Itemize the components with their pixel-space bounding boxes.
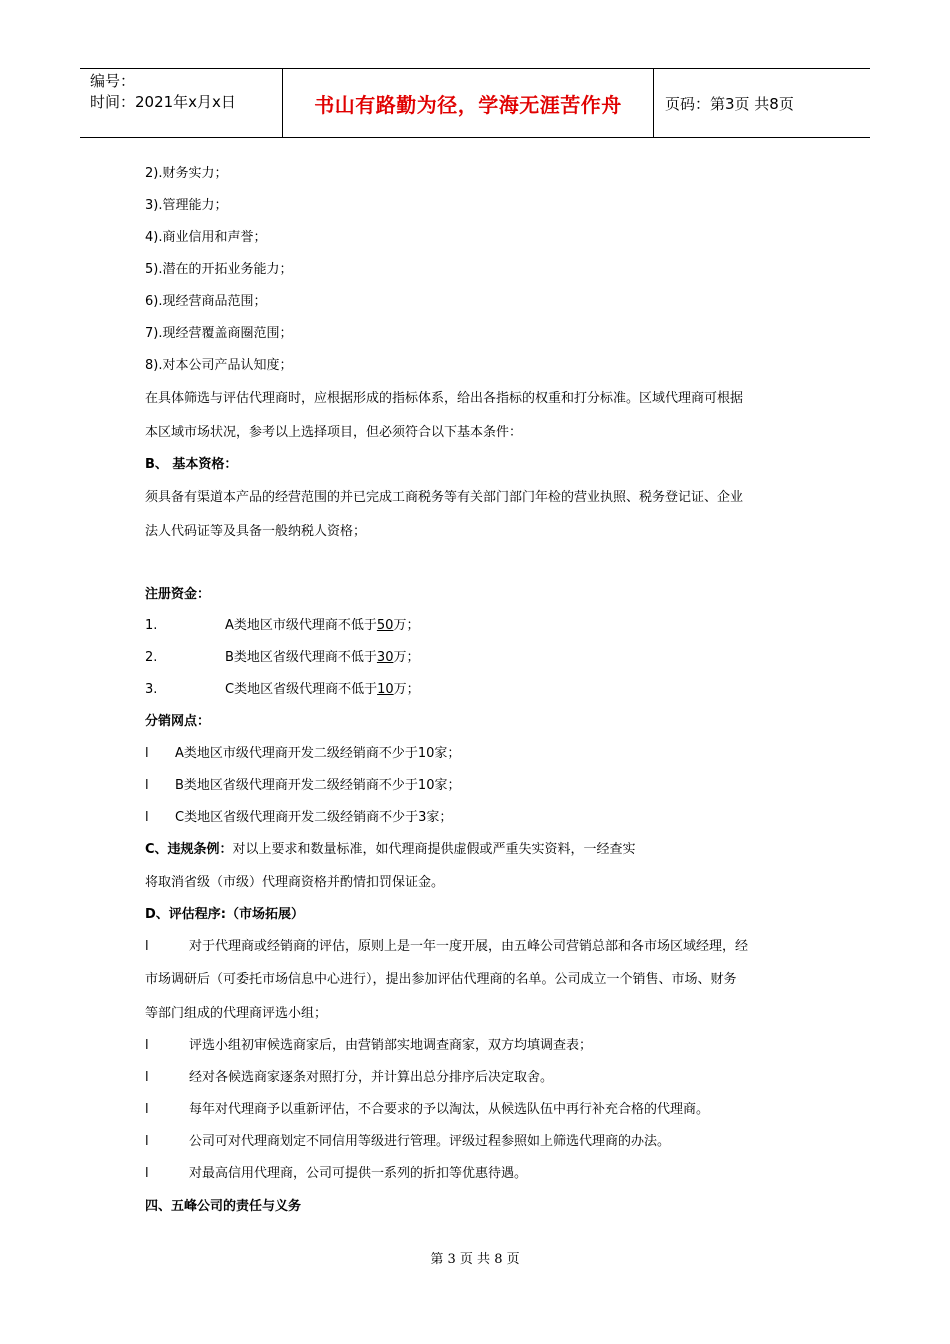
item-number: 1. <box>145 618 158 633</box>
criteria-item: 2).财务实力； <box>145 166 228 181</box>
paragraph-line: 须具备有渠道本产品的经营范围的并已完成工商税务等有关部门部门年检的营业执照、税务登记证、企业 <box>145 490 744 505</box>
section-heading: D、评估程序:（市场拓展） <box>145 907 304 922</box>
item-text: B类地区省级代理商不低于 <box>225 650 377 665</box>
item-text: 每年对代理商予以重新评估，不合要求的予以淘汰，从候选队伍中再行补充合格的代理商。 <box>189 1102 710 1117</box>
procedure-item <box>145 1162 527 1181</box>
bullet-icon: l <box>145 810 149 825</box>
paragraph-line: 市场调研后（可委托市场信息中心进行），提出参加评估代理商的名单。公司成立一个销售、市场、财务 <box>145 972 737 987</box>
paragraph-line: 本区域市场状况，参考以上选择项目，但必须符合以下基本条件： <box>145 425 523 440</box>
procedure-item <box>145 1066 553 1085</box>
bullet-icon: l <box>145 1134 149 1149</box>
paragraph-line: 法人代码证等及具备一般纳税人资格； <box>145 524 367 539</box>
section-heading: 四、五峰公司的责任与义务 <box>145 1199 302 1214</box>
section-heading: C、违规条例： <box>145 842 233 857</box>
item-text: 对于代理商或经销商的评估，原则上是一年一度开展，由五峰公司营销总部和各市场区域经理，经 <box>189 939 749 954</box>
item-text: C类地区省级代理商不低于 <box>225 682 378 697</box>
paragraph-text: 对以上要求和数量标准，如代理商提供虚假或严重失实资料，一经查实 <box>232 842 636 857</box>
document-number: 编号： <box>90 72 136 90</box>
item-unit: 万； <box>393 618 420 633</box>
criteria-item: 4).商业信用和声誉； <box>145 230 267 245</box>
procedure-item <box>145 1098 709 1117</box>
criteria-item: 7).现经营覆盖商圈范围； <box>145 326 293 341</box>
header-motto: 书山有路勤为径，学海无涯苦作舟 <box>314 92 622 117</box>
bullet-icon: l <box>145 1038 149 1053</box>
criteria-item: 6).现经营商品范围； <box>145 294 267 309</box>
item-amount: 50 <box>376 618 394 633</box>
document-date: 时间：2021年x月x日 <box>90 93 236 111</box>
item-number: 3. <box>145 682 158 697</box>
page-header <box>80 68 870 138</box>
item-amount: 10 <box>377 682 394 697</box>
header-page-number: 页码：第3页 共8页 <box>665 94 794 113</box>
section-c-line <box>145 838 636 857</box>
bullet-icon: l <box>145 746 149 761</box>
paragraph-line: 在具体筛选与评估代理商时，应根据形成的指标体系，给出各指标的权重和打分标准。区域代理商可根据 <box>145 391 744 406</box>
item-text: 对最高信用代理商，公司可提供一系列的折扣等优惠待遇。 <box>189 1166 528 1181</box>
capital-item <box>145 678 420 697</box>
item-text: C类地区省级代理商开发二级经销商不少于3家； <box>175 810 453 825</box>
bullet-icon: l <box>145 1102 149 1117</box>
item-number: 2. <box>145 650 158 665</box>
item-text: A类地区市级代理商开发二级经销商不少于10家； <box>175 746 461 761</box>
item-unit: 万； <box>393 650 420 665</box>
bullet-icon: l <box>145 939 149 954</box>
header-divider <box>653 69 654 137</box>
criteria-item: 8).对本公司产品认知度； <box>145 358 293 373</box>
header-meta <box>90 71 236 113</box>
item-text: 评选小组初审候选商家后，由营销部实地调查商家，双方均填调查表； <box>189 1038 593 1053</box>
criteria-item: 5).潜在的开拓业务能力； <box>145 262 293 277</box>
outlet-item <box>145 774 460 793</box>
procedure-item <box>145 1034 592 1053</box>
subsection-heading: 注册资金： <box>145 587 211 602</box>
paragraph-line: 将取消省级（市级）代理商资格并酌情扣罚保证金。 <box>145 875 445 890</box>
bullet-icon: l <box>145 778 149 793</box>
item-unit: 万； <box>393 682 420 697</box>
procedure-item <box>145 935 748 954</box>
bullet-icon: l <box>145 1166 149 1181</box>
procedure-item <box>145 1130 670 1149</box>
bullet-icon: l <box>145 1070 149 1085</box>
subsection-heading: 分销网点： <box>145 714 211 729</box>
section-heading: B、 基本资格： <box>145 457 238 472</box>
item-amount: 30 <box>376 650 394 665</box>
outlet-item <box>145 806 452 825</box>
page-footer: 第 3 页 共 8 页 <box>430 1252 520 1267</box>
outlet-item <box>145 742 460 761</box>
item-text: B类地区省级代理商开发二级经销商不少于10家； <box>175 778 461 793</box>
item-text: 经对各候选商家逐条对照打分，并计算出总分排序后决定取舍。 <box>189 1070 554 1085</box>
item-text: A类地区市级代理商不低于 <box>225 618 377 633</box>
item-text: 公司可对代理商划定不同信用等级进行管理。评级过程参照如上筛选代理商的办法。 <box>189 1134 671 1149</box>
capital-item <box>145 646 419 665</box>
capital-item <box>145 614 419 633</box>
criteria-item: 3).管理能力； <box>145 198 228 213</box>
paragraph-line: 等部门组成的代理商评选小组； <box>145 1006 328 1021</box>
